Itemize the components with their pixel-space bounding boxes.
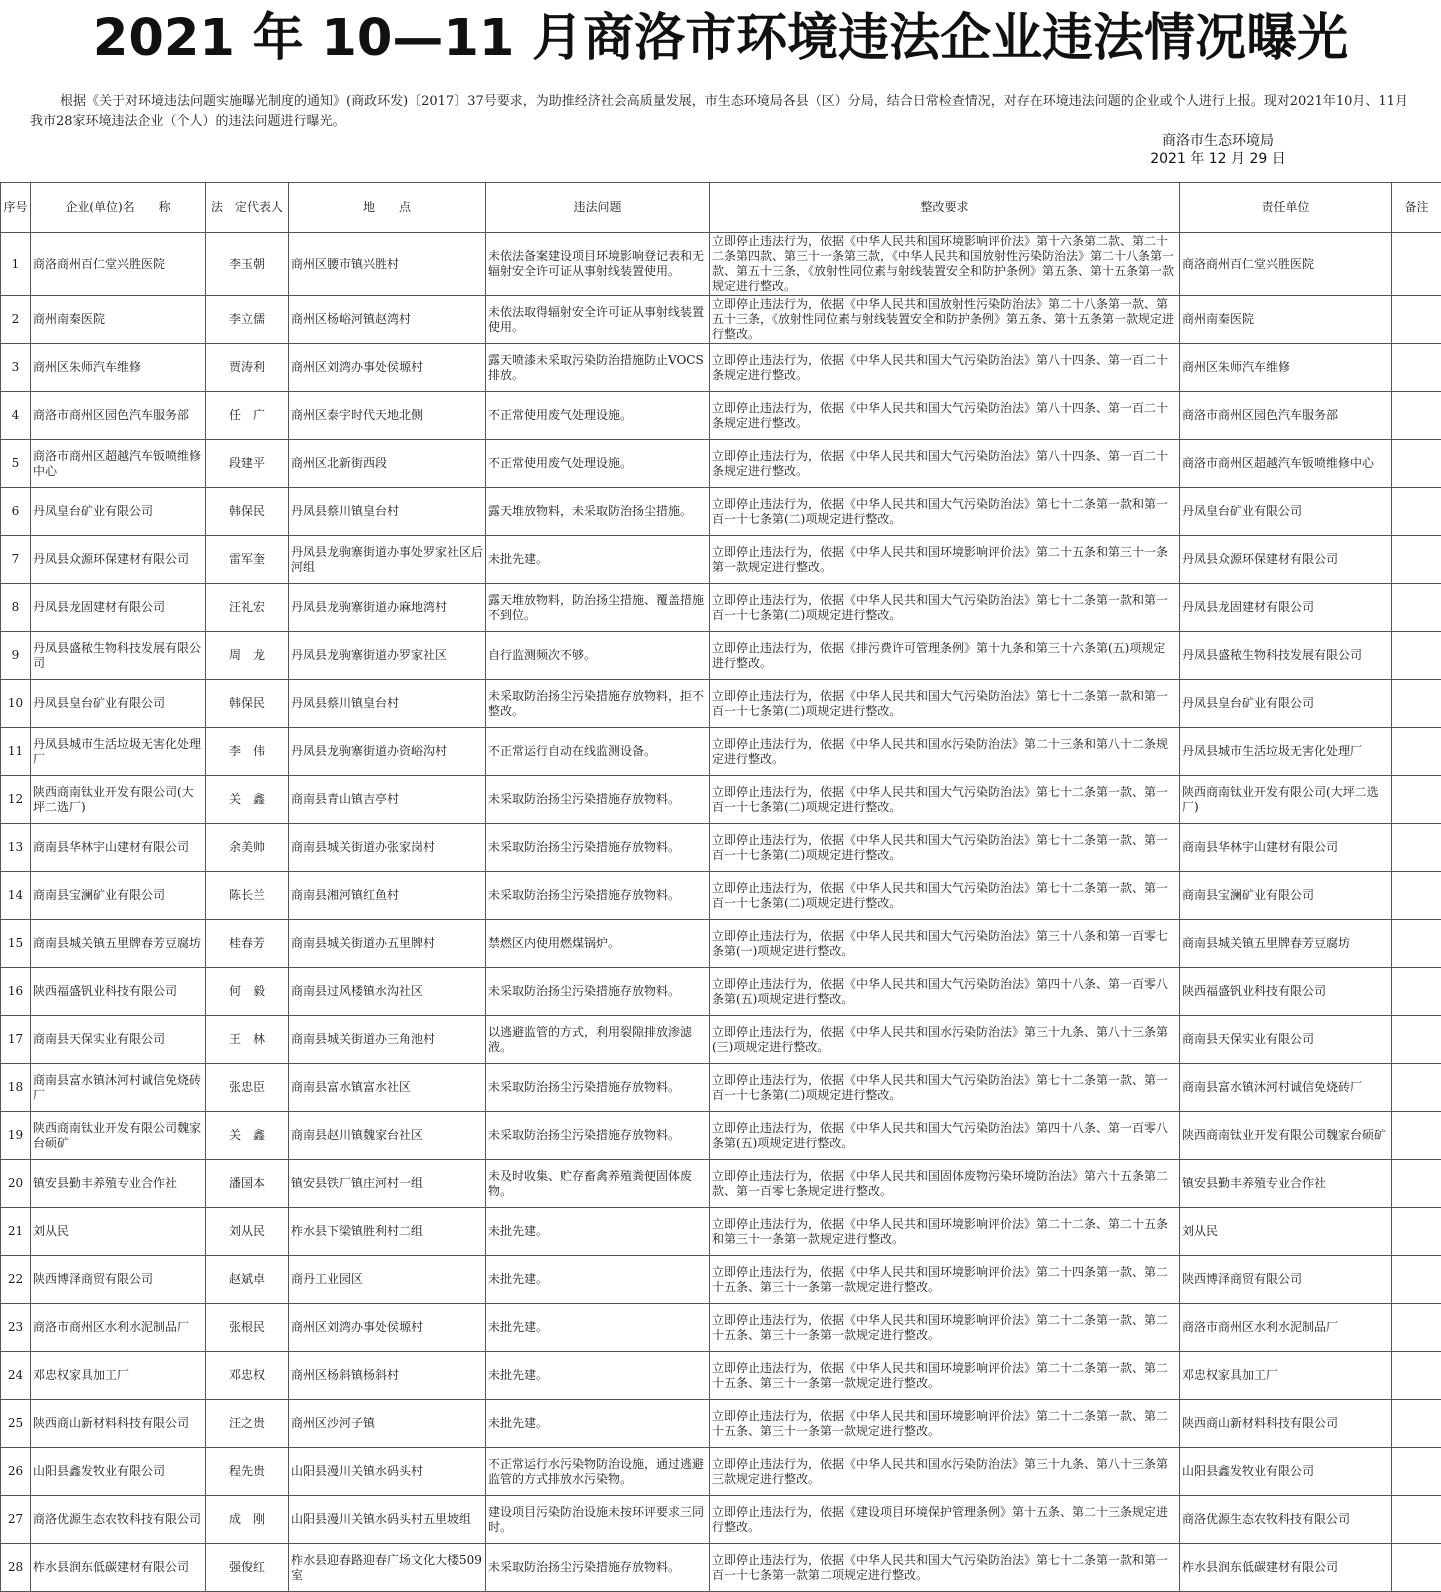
row-number: 23 — [1, 1304, 31, 1352]
remarks — [1392, 296, 1441, 344]
rectification-requirement: 立即停止违法行为，依据《中华人民共和国水污染防治法》第三十九条、第八十三条第(三)项规定进行整改。 — [710, 1016, 1180, 1064]
intro-paragraph: 根据《关于对环境违法问题实施曝光制度的通知》(商政环发)〔2017〕37号要求，为助推经济社会高质量发展，市生态环境局各县（区）分局，结合日常检查情况，对存在环境违法问题的企业或个人进行上报。现对2021年10月、11月我市28家环境违法企业（个人）的违法问题进行曝光。 — [30, 92, 1408, 132]
rectification-requirement: 立即停止违法行为，依据《中华人民共和国大气污染防治法》第八十四条、第一百二十条规定进行整改。 — [710, 392, 1180, 440]
rectification-requirement: 立即停止违法行为，依据《中华人民共和国大气污染防治法》第四十八条、第一百零八条第(五)项规定进行整改。 — [710, 1112, 1180, 1160]
responsible-unit: 刘从民 — [1180, 1208, 1392, 1256]
rectification-requirement: 立即停止违法行为，依据《中华人民共和国环境影响评价法》第二十四条第一款、第二十五条、第三十一条第一款规定进行整改。 — [710, 1256, 1180, 1304]
responsible-unit: 陕西商南钛业开发有限公司魏家台硕矿 — [1180, 1112, 1392, 1160]
legal-representative: 成 刚 — [206, 1496, 289, 1544]
rectification-requirement: 立即停止违法行为，依据《中华人民共和国大气污染防治法》第八十四条、第一百二十条规定进行整改。 — [710, 344, 1180, 392]
legal-representative: 关 鑫 — [206, 1112, 289, 1160]
table-row — [1, 728, 1441, 776]
rectification-requirement: 立即停止违法行为，依据《中华人民共和国大气污染防治法》第七十二条第一款和第一百一十七条第一款第二项规定进行整改。 — [710, 1544, 1180, 1592]
legal-representative: 陈长兰 — [206, 872, 289, 920]
rectification-requirement: 立即停止违法行为，依据《中华人民共和国大气污染防治法》第七十二条第一款和第一百一十七条第(二)项规定进行整改。 — [710, 680, 1180, 728]
legal-representative: 韩保民 — [206, 488, 289, 536]
rectification-requirement: 立即停止违法行为，依据《中华人民共和国大气污染防治法》第七十二条第一款、第一百一十七条第(二)项规定进行整改。 — [710, 824, 1180, 872]
rectification-requirement: 立即停止违法行为，依据《中华人民共和国大气污染防治法》第四十八条、第一百零八条第(五)项规定进行整改。 — [710, 968, 1180, 1016]
responsible-unit: 商南县富水镇沐河村诚信免烧砖厂 — [1180, 1064, 1392, 1112]
company-name: 丹凤县盛秾生物科技发展有限公司 — [31, 632, 206, 680]
remarks — [1392, 1064, 1441, 1112]
row-number: 15 — [1, 920, 31, 968]
table-row — [1, 776, 1441, 824]
rectification-requirement: 立即停止违法行为，依据《中华人民共和国大气污染防治法》第七十二条第一款和第一百一十七条第(二)项规定进行整改。 — [710, 584, 1180, 632]
rectification-requirement: 立即停止违法行为，依据《中华人民共和国固体废物污染环境防治法》第六十五条第二款、第一百零七条规定进行整改。 — [710, 1160, 1180, 1208]
responsible-unit: 邓忠权家具加工厂 — [1180, 1352, 1392, 1400]
row-number: 14 — [1, 872, 31, 920]
violation-issue: 露天喷漆未采取污染防治措施防止VOCS排放。 — [486, 344, 710, 392]
responsible-unit: 商州区朱师汽车维修 — [1180, 344, 1392, 392]
responsible-unit: 丹凤县龙固建材有限公司 — [1180, 584, 1392, 632]
remarks — [1392, 1112, 1441, 1160]
table-row — [1, 1352, 1441, 1400]
responsible-unit: 丹凤县众源环保建材有限公司 — [1180, 536, 1392, 584]
violation-issue: 露天堆放物料，未采取防治扬尘措施。 — [486, 488, 710, 536]
violation-issue: 不正常运行水污染物防治设施，通过逃避监管的方式排放水污染物。 — [486, 1448, 710, 1496]
row-number: 12 — [1, 776, 31, 824]
responsible-unit: 丹凤县皇台矿业有限公司 — [1180, 680, 1392, 728]
legal-representative: 李玉朝 — [206, 233, 289, 296]
company-name: 陕西商南钛业开发有限公司(大坪二选厂) — [31, 776, 206, 824]
table-row — [1, 1208, 1441, 1256]
row-number: 16 — [1, 968, 31, 1016]
table-row — [1, 632, 1441, 680]
legal-representative: 何 毅 — [206, 968, 289, 1016]
company-name: 丹凤县众源环保建材有限公司 — [31, 536, 206, 584]
col-header-issue: 违法问题 — [486, 183, 710, 233]
row-number: 25 — [1, 1400, 31, 1448]
violations-table — [0, 182, 1441, 1592]
responsible-unit: 商南县城关镇五里牌春芳豆腐坊 — [1180, 920, 1392, 968]
rectification-requirement: 立即停止违法行为，依据《中华人民共和国水污染防治法》第二十三条和第八十二条规定进行整改。 — [710, 728, 1180, 776]
row-number: 28 — [1, 1544, 31, 1592]
legal-representative: 汪之贵 — [206, 1400, 289, 1448]
row-number: 1 — [1, 233, 31, 296]
remarks — [1392, 920, 1441, 968]
col-header-addr: 地 点 — [289, 183, 486, 233]
row-number: 8 — [1, 584, 31, 632]
location: 商州区杨斜镇杨斜村 — [289, 1352, 486, 1400]
company-name: 商洛商州百仁堂兴胜医院 — [31, 233, 206, 296]
table-row — [1, 920, 1441, 968]
remarks — [1392, 344, 1441, 392]
responsible-unit: 商南县华林宇山建材有限公司 — [1180, 824, 1392, 872]
table-row — [1, 1304, 1441, 1352]
table-row — [1, 1256, 1441, 1304]
col-header-rep: 法 定代表人 — [206, 183, 289, 233]
responsible-unit: 镇安县勤丰养殖专业合作社 — [1180, 1160, 1392, 1208]
table-row — [1, 1400, 1441, 1448]
row-number: 3 — [1, 344, 31, 392]
location: 山阳县漫川关镇水码头村 — [289, 1448, 486, 1496]
remarks — [1392, 824, 1441, 872]
violation-issue: 建设项目污染防治设施未按环评要求三同时。 — [486, 1496, 710, 1544]
company-name: 商南县天保实业有限公司 — [31, 1016, 206, 1064]
signature-block — [1118, 132, 1318, 168]
row-number: 13 — [1, 824, 31, 872]
rectification-requirement: 立即停止违法行为，依据《建设项目环境保护管理条例》第十五条、第二十三条规定进行整改。 — [710, 1496, 1180, 1544]
company-name: 邓忠权家具加工厂 — [31, 1352, 206, 1400]
location: 商南县城关街道办五里牌村 — [289, 920, 486, 968]
table-row — [1, 1064, 1441, 1112]
violation-issue: 露天堆放物料，防治扬尘措施、覆盖措施不到位。 — [486, 584, 710, 632]
issuer: 商洛市生态环境局 — [1118, 132, 1318, 150]
violation-issue: 未采取防治扬尘污染措施存放物料。 — [486, 1112, 710, 1160]
violation-issue: 不正常使用废气处理设施。 — [486, 392, 710, 440]
location: 山阳县漫川关镇水码头村五里坡组 — [289, 1496, 486, 1544]
violation-issue: 未采取防治扬尘污染措施存放物料。 — [486, 824, 710, 872]
table-row — [1, 233, 1441, 296]
row-number: 22 — [1, 1256, 31, 1304]
company-name: 陕西商山新材料科技有限公司 — [31, 1400, 206, 1448]
remarks — [1392, 584, 1441, 632]
legal-representative: 张根民 — [206, 1304, 289, 1352]
row-number: 10 — [1, 680, 31, 728]
table-row — [1, 440, 1441, 488]
rectification-requirement: 立即停止违法行为，依据《中华人民共和国环境影响评价法》第二十二条、第二十五条和第三十一条第一款规定进行整改。 — [710, 1208, 1180, 1256]
legal-representative: 王 林 — [206, 1016, 289, 1064]
remarks — [1392, 440, 1441, 488]
location: 商丹工业园区 — [289, 1256, 486, 1304]
violation-issue: 未采取防治扬尘污染措施存放物料。 — [486, 1544, 710, 1592]
remarks — [1392, 233, 1441, 296]
legal-representative: 雷军奎 — [206, 536, 289, 584]
rectification-requirement: 立即停止违法行为，依据《中华人民共和国环境影响评价法》第二十二条第一款、第二十五条、第三十一条第一款规定进行整改。 — [710, 1352, 1180, 1400]
remarks — [1392, 776, 1441, 824]
legal-representative: 程先贵 — [206, 1448, 289, 1496]
responsible-unit: 丹凤县盛秾生物科技发展有限公司 — [1180, 632, 1392, 680]
responsible-unit: 商洛市商州区超越汽车钣喷维修中心 — [1180, 440, 1392, 488]
location: 商州区刘湾办事处侯塬村 — [289, 344, 486, 392]
location: 商州区刘湾办事处侯塬村 — [289, 1304, 486, 1352]
table-row — [1, 392, 1441, 440]
violation-issue: 未采取防治扬尘污染措施存放物料。 — [486, 776, 710, 824]
rectification-requirement: 立即停止违法行为，依据《中华人民共和国放射性污染防治法》第二十八条第一款、第五十三条，《放射性同位素与射线装置安全和防护条例》第五条、第十五条第一款规定进行整改。 — [710, 296, 1180, 344]
legal-representative: 桂春芳 — [206, 920, 289, 968]
responsible-unit: 商洛优源生态农牧科技有限公司 — [1180, 1496, 1392, 1544]
company-name: 柞水县润东低碳建材有限公司 — [31, 1544, 206, 1592]
row-number: 5 — [1, 440, 31, 488]
violation-issue: 未批先建。 — [486, 1304, 710, 1352]
legal-representative: 潘国本 — [206, 1160, 289, 1208]
rectification-requirement: 立即停止违法行为，依据《中华人民共和国环境影响评价法》第二十五条和第三十一条第一款规定进行整改。 — [710, 536, 1180, 584]
responsible-unit: 商南县天保实业有限公司 — [1180, 1016, 1392, 1064]
responsible-unit: 陕西商南钛业开发有限公司(大坪二选厂) — [1180, 776, 1392, 824]
rectification-requirement: 立即停止违法行为，依据《中华人民共和国大气污染防治法》第七十二条第一款和第一百一十七条第(二)项规定进行整改。 — [710, 488, 1180, 536]
issue-date: 2021 年 12 月 29 日 — [1118, 150, 1318, 168]
rectification-requirement: 立即停止违法行为，依据《中华人民共和国环境影响评价法》第二十二条第一款、第二十五条、第三十一条第一款规定进行整改。 — [710, 1400, 1180, 1448]
company-name: 陕西福盛钒业科技有限公司 — [31, 968, 206, 1016]
rectification-requirement: 立即停止违法行为，依据《中华人民共和国大气污染防治法》第七十二条第一款、第一百一十七条第(二)项规定进行整改。 — [710, 872, 1180, 920]
location: 商南县城关街道办三角池村 — [289, 1016, 486, 1064]
company-name: 商南县城关镇五里牌春芳豆腐坊 — [31, 920, 206, 968]
table-header-row — [1, 183, 1441, 233]
responsible-unit: 柞水县润东低碳建材有限公司 — [1180, 1544, 1392, 1592]
legal-representative: 李 伟 — [206, 728, 289, 776]
rectification-requirement: 立即停止违法行为，依据《中华人民共和国大气污染防治法》第三十八条和第一百零七条第(一)项规定进行整改。 — [710, 920, 1180, 968]
legal-representative: 任 广 — [206, 392, 289, 440]
row-number: 2 — [1, 296, 31, 344]
table-row — [1, 824, 1441, 872]
violation-issue: 未采取防治扬尘污染措施存放物料。 — [486, 968, 710, 1016]
responsible-unit: 商南县宝澜矿业有限公司 — [1180, 872, 1392, 920]
violation-issue: 未批先建。 — [486, 1256, 710, 1304]
company-name: 商洛市商州区水利水泥制品厂 — [31, 1304, 206, 1352]
company-name: 镇安县勤丰养殖专业合作社 — [31, 1160, 206, 1208]
rectification-requirement: 立即停止违法行为，依据《中华人民共和国环境影响评价法》第二十二条第一款、第二十五条、第三十一条第一款规定进行整改。 — [710, 1304, 1180, 1352]
legal-representative: 刘从民 — [206, 1208, 289, 1256]
table-row — [1, 296, 1441, 344]
row-number: 26 — [1, 1448, 31, 1496]
remarks — [1392, 1544, 1441, 1592]
table-row — [1, 1544, 1441, 1592]
row-number: 9 — [1, 632, 31, 680]
table-row — [1, 872, 1441, 920]
rectification-requirement: 立即停止违法行为，依据《中华人民共和国大气污染防治法》第七十二条第一款、第一百一十七条第(二)项规定进行整改。 — [710, 776, 1180, 824]
company-name: 商州区朱师汽车维修 — [31, 344, 206, 392]
company-name: 山阳县鑫发牧业有限公司 — [31, 1448, 206, 1496]
violation-issue: 以逃避监管的方式，利用裂隙排放渗滤液。 — [486, 1016, 710, 1064]
table-row — [1, 1112, 1441, 1160]
remarks — [1392, 632, 1441, 680]
table-row — [1, 1016, 1441, 1064]
location: 丹凤县龙驹寨街道办罗家社区 — [289, 632, 486, 680]
remarks — [1392, 1496, 1441, 1544]
page-title: 2021 年 10—11 月商洛市环境违法企业违法情况曝光 — [0, 0, 1441, 78]
row-number: 17 — [1, 1016, 31, 1064]
company-name: 商南县华林宇山建材有限公司 — [31, 824, 206, 872]
company-name: 丹凤县龙固建材有限公司 — [31, 584, 206, 632]
location: 商州区沙河子镇 — [289, 1400, 486, 1448]
table-row — [1, 488, 1441, 536]
legal-representative: 贾涛利 — [206, 344, 289, 392]
row-number: 11 — [1, 728, 31, 776]
violation-issue: 未采取防治扬尘污染措施存放物料，拒不整改。 — [486, 680, 710, 728]
remarks — [1392, 392, 1441, 440]
remarks — [1392, 1208, 1441, 1256]
location: 丹凤县龙驹寨街道办麻地湾村 — [289, 584, 486, 632]
remarks — [1392, 728, 1441, 776]
violation-issue: 未采取防治扬尘污染措施存放物料。 — [486, 872, 710, 920]
remarks — [1392, 872, 1441, 920]
location: 丹凤县蔡川镇皇台村 — [289, 680, 486, 728]
row-number: 21 — [1, 1208, 31, 1256]
legal-representative: 李立儒 — [206, 296, 289, 344]
violation-issue: 未采取防治扬尘污染措施存放物料。 — [486, 1064, 710, 1112]
remarks — [1392, 1448, 1441, 1496]
responsible-unit: 丹凤皇台矿业有限公司 — [1180, 488, 1392, 536]
remarks — [1392, 1352, 1441, 1400]
table-row — [1, 968, 1441, 1016]
violation-issue: 自行监测频次不够。 — [486, 632, 710, 680]
violation-issue: 不正常使用废气处理设施。 — [486, 440, 710, 488]
company-name: 丹凤皇台矿业有限公司 — [31, 488, 206, 536]
col-header-req: 整改要求 — [710, 183, 1180, 233]
rectification-requirement: 立即停止违法行为，依据《中华人民共和国环境影响评价法》第十六条第二款、第二十二条第四款、第三十一条第三款，《中华人民共和国放射性污染防治法》第二十八条第一款、第五十三条，《放射性同位素与射线装置安全和防护条例》第五条、第十五条第一款规定进行整改。 — [710, 233, 1180, 296]
violation-issue: 未批先建。 — [486, 536, 710, 584]
legal-representative: 赵斌卓 — [206, 1256, 289, 1304]
company-name: 商州南秦医院 — [31, 296, 206, 344]
location: 商南县过风楼镇水沟社区 — [289, 968, 486, 1016]
table-row — [1, 1448, 1441, 1496]
row-number: 19 — [1, 1112, 31, 1160]
location: 镇安县铁厂镇庄河村一组 — [289, 1160, 486, 1208]
row-number: 4 — [1, 392, 31, 440]
company-name: 陕西博泽商贸有限公司 — [31, 1256, 206, 1304]
table-row — [1, 584, 1441, 632]
responsible-unit: 商洛市商州区水利水泥制品厂 — [1180, 1304, 1392, 1352]
row-number: 24 — [1, 1352, 31, 1400]
location: 商南县城关街道办张家岗村 — [289, 824, 486, 872]
location: 商南县富水镇富水社区 — [289, 1064, 486, 1112]
company-name: 丹凤县城市生活垃圾无害化处理厂 — [31, 728, 206, 776]
violation-issue: 未批先建。 — [486, 1352, 710, 1400]
responsible-unit: 陕西博泽商贸有限公司 — [1180, 1256, 1392, 1304]
violation-issue: 未依法取得辐射安全许可证从事射线装置使用。 — [486, 296, 710, 344]
rectification-requirement: 立即停止违法行为，依据《中华人民共和国大气污染防治法》第七十二条第一款、第一百一十七条第(二)项规定进行整改。 — [710, 1064, 1180, 1112]
remarks — [1392, 1400, 1441, 1448]
location: 商南县青山镇吉亭村 — [289, 776, 486, 824]
company-name: 商南县富水镇沐河村诚信免烧砖厂 — [31, 1064, 206, 1112]
violation-issue: 未批先建。 — [486, 1208, 710, 1256]
table-row — [1, 344, 1441, 392]
remarks — [1392, 1160, 1441, 1208]
legal-representative: 余美帅 — [206, 824, 289, 872]
location: 丹凤县龙驹寨街道办事处罗家社区后河组 — [289, 536, 486, 584]
table-row — [1, 680, 1441, 728]
violation-issue: 禁燃区内使用燃煤锅炉。 — [486, 920, 710, 968]
row-number: 7 — [1, 536, 31, 584]
legal-representative: 张忠臣 — [206, 1064, 289, 1112]
legal-representative: 周 龙 — [206, 632, 289, 680]
row-number: 27 — [1, 1496, 31, 1544]
row-number: 6 — [1, 488, 31, 536]
col-header-resp: 责任单位 — [1180, 183, 1392, 233]
rectification-requirement: 立即停止违法行为，依据《中华人民共和国水污染防治法》第三十九条、第八十三条第三款规定进行整改。 — [710, 1448, 1180, 1496]
company-name: 刘从民 — [31, 1208, 206, 1256]
violation-issue: 未及时收集、贮存畜禽养殖粪便固体废物。 — [486, 1160, 710, 1208]
remarks — [1392, 1304, 1441, 1352]
location: 商州区杨峪河镇赵湾村 — [289, 296, 486, 344]
responsible-unit: 陕西福盛钒业科技有限公司 — [1180, 968, 1392, 1016]
remarks — [1392, 1256, 1441, 1304]
company-name: 陕西商南钛业开发有限公司魏家台硕矿 — [31, 1112, 206, 1160]
col-header-no: 序号 — [1, 183, 31, 233]
table-row — [1, 1160, 1441, 1208]
table-row — [1, 1496, 1441, 1544]
legal-representative: 韩保民 — [206, 680, 289, 728]
legal-representative: 关 鑫 — [206, 776, 289, 824]
rectification-requirement: 立即停止违法行为，依据《中华人民共和国大气污染防治法》第八十四条、第一百二十条规定进行整改。 — [710, 440, 1180, 488]
remarks — [1392, 680, 1441, 728]
remarks — [1392, 1016, 1441, 1064]
col-header-note: 备注 — [1392, 183, 1441, 233]
location: 丹凤县龙驹寨街道办资峪沟村 — [289, 728, 486, 776]
legal-representative: 段建平 — [206, 440, 289, 488]
location: 柞水县下梁镇胜利村二组 — [289, 1208, 486, 1256]
location: 商南县湘河镇红鱼村 — [289, 872, 486, 920]
location: 商州区北新街西段 — [289, 440, 486, 488]
violation-issue: 未依法备案建设项目环境影响登记表和无辐射安全许可证从事射线装置使用。 — [486, 233, 710, 296]
table-row — [1, 536, 1441, 584]
legal-representative: 汪礼宏 — [206, 584, 289, 632]
row-number: 20 — [1, 1160, 31, 1208]
violation-issue: 未批先建。 — [486, 1400, 710, 1448]
responsible-unit: 陕西商山新材料科技有限公司 — [1180, 1400, 1392, 1448]
location: 商南县赵川镇魏家台社区 — [289, 1112, 486, 1160]
company-name: 商洛市商州区园色汽车服务部 — [31, 392, 206, 440]
col-header-company: 企业(单位)名 称 — [31, 183, 206, 233]
location: 商州区泰宇时代天地北侧 — [289, 392, 486, 440]
company-name: 商洛市商州区超越汽车钣喷维修中心 — [31, 440, 206, 488]
remarks — [1392, 968, 1441, 1016]
violation-issue: 不正常运行自动在线监测设备。 — [486, 728, 710, 776]
responsible-unit: 山阳县鑫发牧业有限公司 — [1180, 1448, 1392, 1496]
company-name: 丹凤县皇台矿业有限公司 — [31, 680, 206, 728]
responsible-unit: 商洛商州百仁堂兴胜医院 — [1180, 233, 1392, 296]
responsible-unit: 商州南秦医院 — [1180, 296, 1392, 344]
responsible-unit: 丹凤县城市生活垃圾无害化处理厂 — [1180, 728, 1392, 776]
company-name: 商南县宝澜矿业有限公司 — [31, 872, 206, 920]
location: 丹凤县蔡川镇皇台村 — [289, 488, 486, 536]
remarks — [1392, 536, 1441, 584]
row-number: 18 — [1, 1064, 31, 1112]
remarks — [1392, 488, 1441, 536]
location: 柞水县迎春路迎春广场文化大楼509室 — [289, 1544, 486, 1592]
legal-representative: 强俊红 — [206, 1544, 289, 1592]
rectification-requirement: 立即停止违法行为，依据《排污费许可管理条例》第十九条和第三十六条第(五)项规定进行整改。 — [710, 632, 1180, 680]
location: 商州区腰市镇兴胜村 — [289, 233, 486, 296]
legal-representative: 邓忠权 — [206, 1352, 289, 1400]
responsible-unit: 商洛市商州区园色汽车服务部 — [1180, 392, 1392, 440]
company-name: 商洛优源生态农牧科技有限公司 — [31, 1496, 206, 1544]
